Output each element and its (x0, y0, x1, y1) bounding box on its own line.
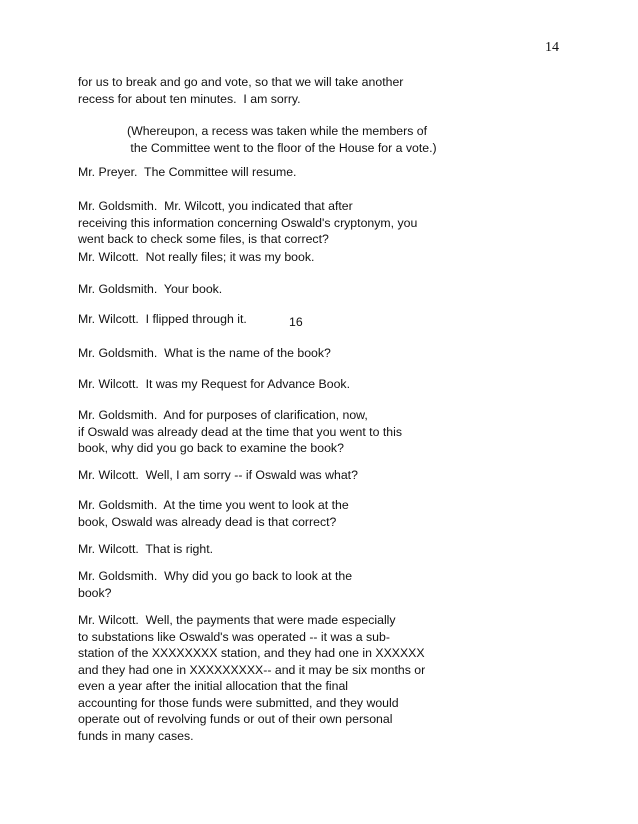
paragraph: Mr. Goldsmith. And for purposes of clarification, now, if Oswald was already dead at the time that you went to this book, why did you go back to examine the book? (78, 408, 402, 455)
paragraph: Mr. Wilcott. Not really files; it was my book. (78, 250, 315, 264)
paragraph: Mr. Wilcott. Well, the payments that were made especially to substations like Oswald's was operated -- it was a sub- station of the XXXXXXXX station, and they had one in XXXXXX and they had one in XXXXXXXXX-- and it may be six months or even a year after the initial allocation that the final accounting for those funds were submitted, and they would operate out of revolving funds or out of their own personal funds in many cases. (78, 613, 426, 743)
paragraph: for us to break and go and vote, so that we will take another recess for about ten minutes. I am sorry. (78, 75, 404, 106)
page-number: 14 (545, 40, 559, 55)
paragraph: Mr. Wilcott. I flipped through it. (78, 312, 247, 326)
paragraph: Mr. Goldsmith. Why did you go back to look at the book? (78, 569, 353, 600)
paragraph: Mr. Wilcott. That is right. (78, 542, 214, 556)
paragraph: Mr. Goldsmith. Mr. Wilcott, you indicated that after receiving this information concerning Oswald's cryptonym, you went back to check some files, is that correct? (78, 199, 418, 246)
paragraph: Mr. Goldsmith. Your book. (78, 282, 223, 296)
paragraph: Mr. Wilcott. It was my Request for Advance Book. (78, 377, 350, 391)
paragraph: Mr. Preyer. The Committee will resume. (78, 165, 297, 179)
recess-note: (Whereupon, a recess was taken while the members of the Committee went to the floor of the House for a vote.) (127, 124, 437, 155)
paragraph: Mr. Goldsmith. At the time you went to look at the book, Oswald was already dead is that correct? (78, 498, 349, 529)
paragraph: Mr. Goldsmith. What is the name of the book? (78, 346, 331, 360)
paragraph: Mr. Wilcott. Well, I am sorry -- if Oswald was what? (78, 468, 358, 482)
inline-page-number: 16 (289, 315, 303, 329)
